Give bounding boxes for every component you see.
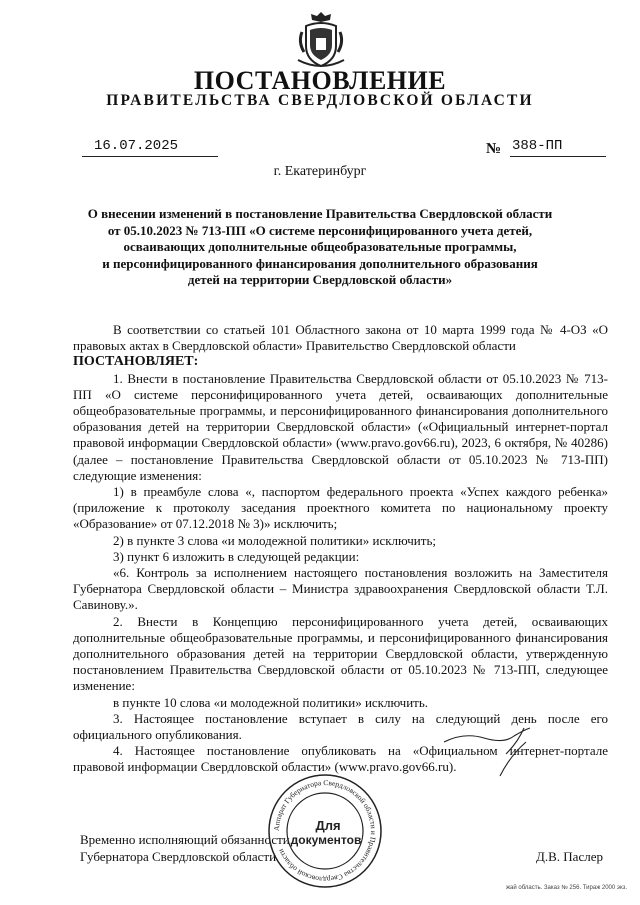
print-mark: жай область. Заказ № 256. Тираж 2000 экз. — [506, 885, 628, 891]
clause-1-3: 3) пункт 6 изложить в следующей редакции: — [113, 548, 360, 564]
city: г. Екатеринбург — [273, 164, 367, 179]
official-stamp — [266, 772, 384, 890]
stamp-center-line1: Для — [315, 818, 341, 833]
clause-2-1: в пункте 10 слова «и молодежной политики» исключить. — [113, 694, 429, 710]
clause-1-2: 2) в пункте 3 слова «и молодежной политики» исключить; — [113, 532, 436, 548]
clause-1-3-text: «6. Контроль за исполнением настоящего постановления возложить на Заместителя Губернатора Свердловской области – Министра здравоохранения Свердловской области Т.Л. Савинову.». — [73, 565, 608, 613]
preamble: В соответствии со статьей 101 Областного закона от 10 марта 1999 года № 4-ОЗ «О правовых актах в Свердловской области» Правительство Свердловской области — [73, 322, 608, 354]
signatory-name: Д.В. Паслер — [536, 849, 603, 864]
stamp-ring-text: Аппарат Губернатора Свердловской области и Правительства Свердловской области — [271, 777, 379, 885]
document-date: 16.07.2025 — [82, 138, 218, 157]
document-number: 388-ПП — [510, 138, 606, 157]
document-body — [73, 322, 608, 776]
number-label: № — [486, 141, 502, 157]
position-line: Губернатора Свердловской области — [80, 848, 277, 864]
decree-word: ПОСТАНОВЛЯЕТ: — [73, 354, 199, 370]
signature-scribble — [440, 724, 540, 780]
clause-4: 4. Настоящее постановление опубликовать на «Официальном интернет-портале правовой информации Свердловской области» (www.pravo.gov66.ru). — [73, 743, 608, 775]
clause-1: 1. Внести в постановление Правительства Свердловской области от 05.10.2023 № 713-ПП «О системе персонифицированного учета детей, осваивающих дополнительные общеобразовательные программы, и персонифицированного финансирования дополнительного образования детей на территории Свердловской области» («Официальный интернет-портал правовой информации Свердловской области» (www.pravo.gov66.ru), 2023, 6 октября, № 40286) (далее – постановление Правительства Свердловской области от 05.10.2023 № 713-ПП) следующие изменения: — [73, 370, 608, 483]
signatory-position — [80, 832, 290, 865]
title-line: О внесении изменений в постановление Правительства Свердловской области — [87, 206, 553, 221]
title-line: осваивающих дополнительные общеобразовательные программы, — [123, 239, 517, 254]
clause-3: 3. Настоящее постановление вступает в силу на следующий день после его официального опубликования. — [73, 710, 608, 743]
title-line: от 05.10.2023 № 713-ПП «О системе персонифицированного учета детей, — [107, 222, 533, 238]
clause-1-1: 1) в преамбуле слова «, паспортом федерального проекта «Успех каждого ребенка» (приложение к протоколу заседания проектного комитета по национальному проекту «Образование» от 07.12.2018 № 3)» исключить; — [73, 484, 608, 532]
document-title — [70, 206, 570, 289]
position-line: Временно исполняющий обязанности — [80, 832, 290, 847]
title-line: детей на территории Свердловской области» — [187, 272, 453, 287]
clause-2: 2. Внести в Концепцию персонифицированного учета детей, осваивающих дополнительные общеобразовательные программы, и персонифицированного финансирования дополнительного образования детей на территории Свердловской области, утвержденную постановлением Правительства Свердловской области от 05.10.2023 № 713-ПП, следующее изменение: — [73, 613, 608, 694]
issuer-subtitle: ПРАВИТЕЛЬСТВА СВЕРДЛОВСКОЙ ОБЛАСТИ — [106, 92, 534, 109]
stamp-center-line2: документов — [290, 833, 362, 847]
coat-of-arms-icon — [296, 10, 346, 70]
title-line: и персонифицированного финансирования дополнительного образования — [102, 255, 538, 271]
document-type-title: ПОСТАНОВЛЕНИЕ — [193, 66, 447, 95]
